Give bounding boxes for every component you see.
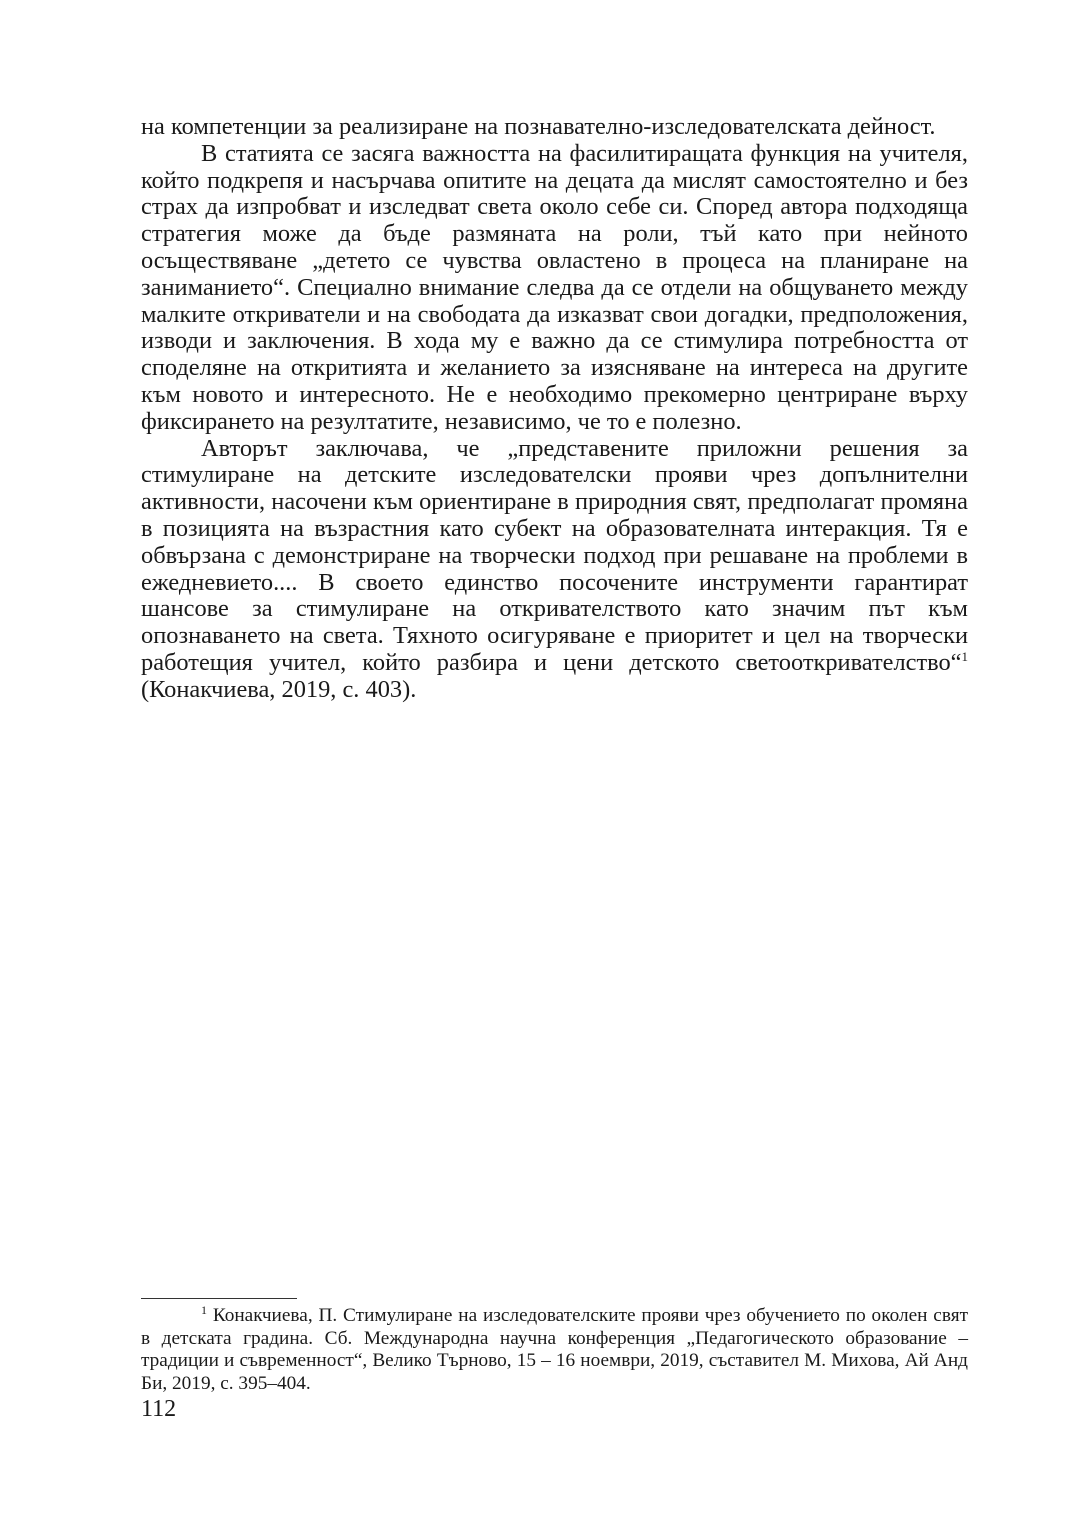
paragraph-conclusion	[141, 436, 968, 704]
paragraph-conclusion-text: Авторът заключава, че „представените приложни решения за стимулиране на детските изследователски прояви чрез допълнителни активности, насочени към ориентиране в природния свят, предполагат промяна в позицията на възрастния като субект на образователната интеракция. Тя е обвързана с демонстриране на творчески подход при решаване на проблеми в ежедневието.... В своето единство посочените инструменти гарантират шансове за стимулиране на откривателството като значим път към опознаването на света. Тяхното осигуряване е приоритет и цел на творчески работещия учител, който разбира и цени детското светооткривателство“	[141, 434, 968, 676]
paragraph-conclusion-citation: (Конакчиева, 2019, с. 403).	[141, 675, 417, 703]
paragraph-facilitation: В статията се засяга важността на фасилитиращата функция на учителя, който подкрепя и насърчава опитите на децата да мислят самостоятелно и без страх да изпробват и изследват света около себе си. Според автора подходяща стратегия може да бъде размяната на роли, тъй като при нейното осъществяване „детето се чувства овластено в процеса на планиране на заниманието“. Специално внимание следва да се отдели на общуването между малките откриватели и на свободата да изказват свои догадки, предположения, изводи и заключения. В хода му е важно да се стимулира потребността от споделяне на откритията и желанието за изясняване на интереса на другите към новото и интересното. Не е необходимо прекомерно центриране върху фиксирането на резултатите, независимо, че то е полезно.	[141, 139, 968, 435]
footnote-reference[interactable]: 1	[961, 648, 968, 664]
footnote-text: Конакчиева, П. Стимулиране на изследователските прояви чрез обучението по околен свят в детската градина. Сб. Международна научна конференция „Педагогическото образование – традиции и съвременност“, Велико Търново, 15 – 16 ноември, 2019, съставител М. Михова, Ай Анд Би, 2019, с. 395–404.	[141, 1305, 968, 1394]
footnote-number: 1	[201, 1303, 207, 1317]
paragraph-continuation: на компетенции за реализиране на познавателно-изследователската дейност.	[141, 113, 936, 140]
footnote	[141, 1305, 968, 1395]
main-text	[141, 114, 968, 704]
page-number: 112	[141, 1396, 177, 1422]
footnote-divider	[141, 1298, 297, 1299]
